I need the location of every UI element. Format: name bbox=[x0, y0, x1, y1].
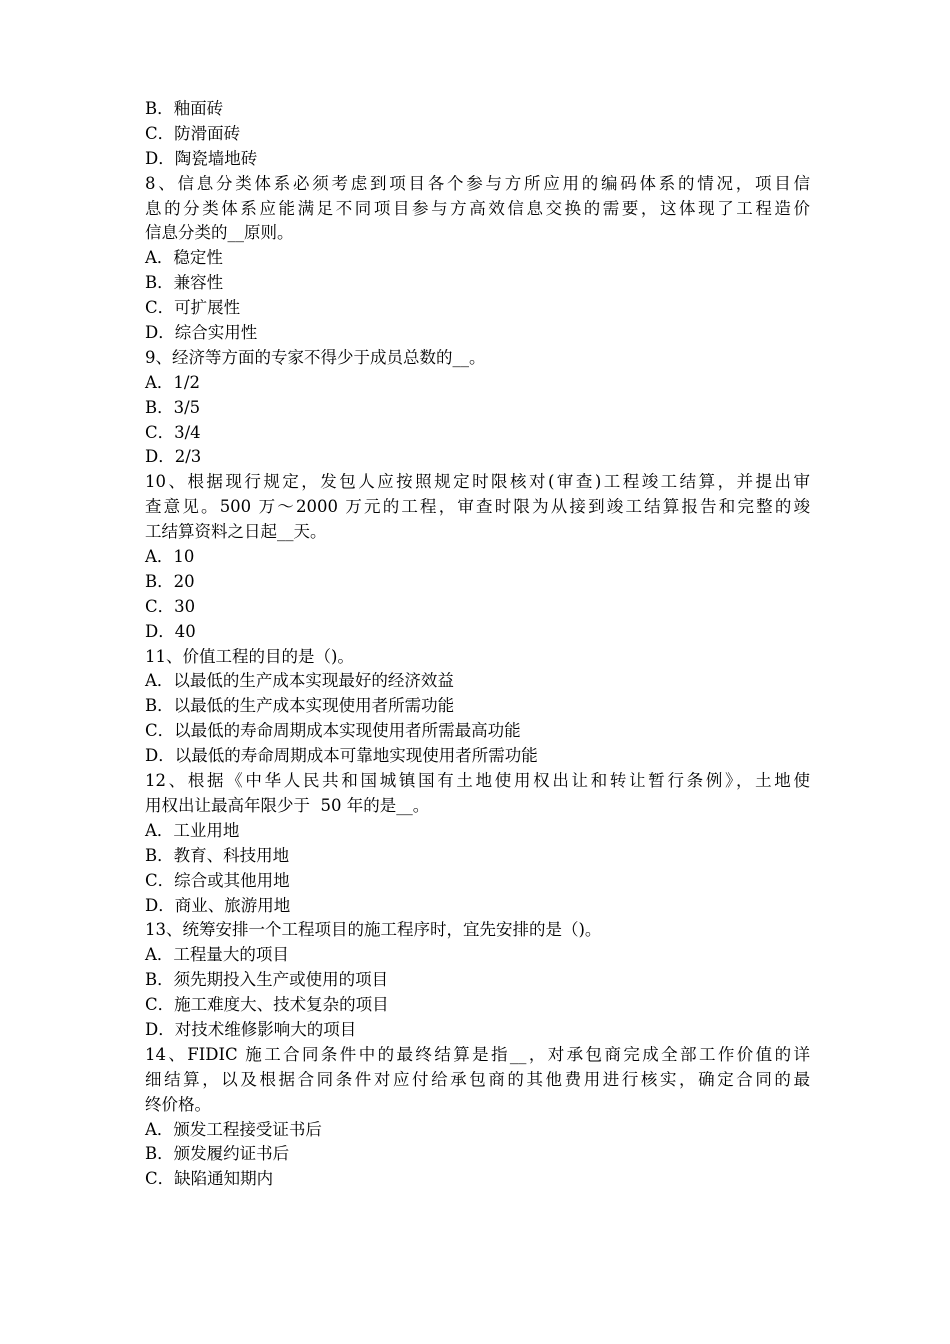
question-line: 查意见。500 万～2000 万元的工程，审查时限为从接到竣工结算报告和完整的竣 bbox=[145, 497, 810, 517]
option-line: A．工业用地 bbox=[145, 820, 240, 840]
option-line: D．2/3 bbox=[145, 447, 202, 467]
option-line: B．釉面砖 bbox=[145, 99, 224, 118]
option-line: C．30 bbox=[145, 596, 196, 616]
question-line: 13、统筹安排一个工程项目的施工程序时，宜先安排的是（)。 bbox=[145, 920, 602, 940]
question-line: 14、FIDIC 施工合同条件中的最终结算是指__，对承包商完成全部工作价值的详 bbox=[145, 1044, 810, 1064]
option-line: D．以最低的寿命周期成本可靠地实现使用者所需功能 bbox=[145, 746, 538, 766]
option-line: C．综合或其他用地 bbox=[145, 870, 290, 890]
option-line: B．以最低的生产成本实现使用者所需功能 bbox=[145, 696, 455, 716]
option-line: B．兼容性 bbox=[145, 273, 224, 293]
option-line: A．10 bbox=[145, 547, 195, 567]
option-line: C．施工难度大、技术复杂的项目 bbox=[145, 995, 389, 1015]
option-line: A．工程量大的项目 bbox=[145, 945, 289, 965]
question-line: 信息分类的__原则。 bbox=[145, 223, 294, 243]
question-line: 息的分类体系应能满足不同项目参与方高效信息交换的需要，这体现了工程造价 bbox=[145, 198, 810, 218]
question-line: 用权出让最高年限少于 50 年的是__。 bbox=[145, 795, 430, 815]
option-line: B．3/5 bbox=[145, 397, 201, 417]
option-line: D．综合实用性 bbox=[145, 323, 258, 343]
option-line: D．对技术维修影响大的项目 bbox=[145, 1019, 357, 1039]
option-line: B．颁发履约证书后 bbox=[145, 1144, 290, 1164]
option-line: B．20 bbox=[145, 571, 195, 591]
option-line: C．可扩展性 bbox=[145, 298, 241, 318]
question-line: 工结算资料之日起__天。 bbox=[145, 522, 327, 542]
option-line: D．陶瓷墙地砖 bbox=[145, 148, 258, 168]
question-line: 10、根据现行规定，发包人应按照规定时限核对(审查)工程竣工结算，并提出审 bbox=[145, 472, 810, 492]
question-line: 9、经济等方面的专家不得少于成员总数的__。 bbox=[145, 347, 486, 367]
option-line: A．以最低的生产成本实现最好的经济效益 bbox=[145, 671, 454, 691]
document-body bbox=[145, 97, 810, 1192]
option-line: B．教育、科技用地 bbox=[145, 845, 290, 865]
question-line: 8、信息分类体系必须考虑到项目各个参与方所应用的编码体系的情况，项目信 bbox=[145, 173, 810, 193]
option-line: A．稳定性 bbox=[145, 248, 223, 268]
option-line: A．1/2 bbox=[145, 372, 200, 392]
option-line: C．以最低的寿命周期成本实现使用者所需最高功能 bbox=[145, 721, 521, 741]
option-line: C．防滑面砖 bbox=[145, 123, 241, 143]
question-line: 终价格。 bbox=[145, 1094, 211, 1114]
question-line: 细结算，以及根据合同条件对应付给承包商的其他费用进行核实，确定合同的最 bbox=[145, 1069, 810, 1089]
option-line: D．40 bbox=[145, 621, 196, 641]
question-line: 11、价值工程的目的是（)。 bbox=[145, 646, 354, 666]
option-line: C．缺陷通知期内 bbox=[145, 1169, 274, 1189]
question-line: 12、根据《中华人民共和国城镇国有土地使用权出让和转让暂行条例》，土地使 bbox=[145, 771, 810, 791]
option-line: A．颁发工程接受证书后 bbox=[145, 1119, 322, 1139]
option-line: B．须先期投入生产或使用的项目 bbox=[145, 970, 389, 990]
option-line: D．商业、旅游用地 bbox=[145, 895, 291, 915]
option-line: C．3/4 bbox=[145, 422, 201, 442]
